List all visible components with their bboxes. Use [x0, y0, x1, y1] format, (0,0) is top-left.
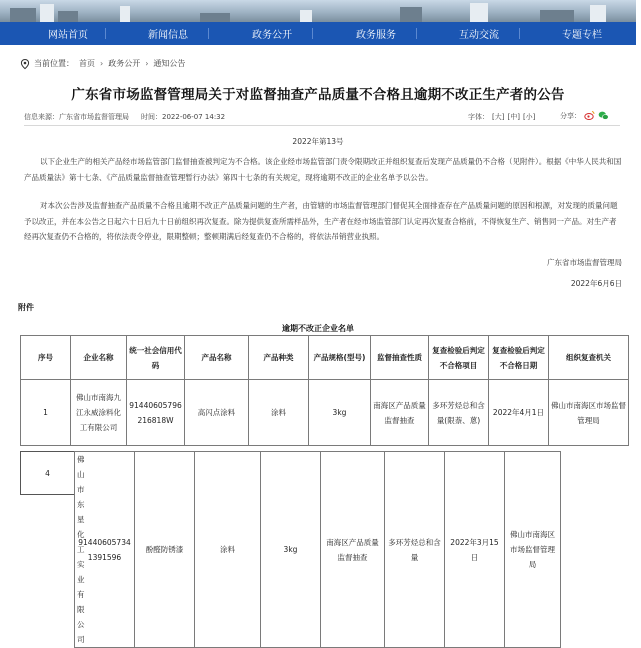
table-cell: 3kg: [309, 380, 371, 446]
document-number: 2022年第13号: [292, 137, 344, 146]
banner-building: [120, 6, 130, 22]
table-cell: 1: [21, 380, 71, 446]
table-cell: 2022年3月15日: [445, 452, 505, 648]
font-medium-button[interactable]: [中]: [507, 113, 520, 121]
signature-date: 2022年6月6日: [570, 279, 622, 288]
time-label: 时间：: [141, 113, 162, 121]
nav-divider: [105, 28, 106, 39]
table-cell: 酚醛防锈漆: [135, 452, 195, 648]
wechat-share-icon[interactable]: [598, 110, 609, 121]
header-cell: 序号: [21, 336, 71, 380]
divider: [24, 125, 620, 126]
nav-item-interaction[interactable]: 互动交流: [459, 30, 499, 41]
breadcrumb-label: 当前位置：: [34, 59, 74, 68]
banner-building: [40, 4, 54, 22]
table-cell: 2022年4月1日: [489, 380, 549, 446]
source-label: 信息来源：: [24, 113, 59, 121]
table-cell: 914406057341391596: [75, 452, 135, 648]
share-label: 分享：: [560, 111, 581, 120]
nav-item-special[interactable]: 专题专栏: [562, 30, 602, 41]
banner-building: [540, 10, 574, 22]
table-cell: 佛山市南海区市场监督管理局: [505, 452, 561, 648]
table-cell: 佛山市南海九江永威涂料化工有限公司: [71, 380, 127, 446]
banner-building: [10, 8, 36, 22]
weibo-share-icon[interactable]: [584, 110, 595, 121]
header-banner: [0, 0, 636, 22]
article-meta: [24, 112, 225, 122]
table-row: 佛山市东星化工实业有限公司 914406057341391596 酚醛防锈漆 涂料 3kg 南海区产品质量监督抽查 多环芳烃总和含量 2022年3月15日 佛山市南海区市场监督管理局: [75, 452, 641, 648]
company-list-table-continued: [74, 451, 641, 648]
banner-building: [400, 7, 422, 22]
header-cell: 企业名称: [71, 336, 127, 380]
company-list-table: [20, 335, 629, 446]
location-pin-icon: [20, 59, 30, 69]
time-value: 2022-06-07 14:32: [162, 113, 226, 121]
header-cell: 产品种类: [249, 336, 309, 380]
banner-building: [470, 3, 488, 22]
page-title: 广东省市场监督管理局关于对监督抽查产品质量不合格且逾期不改正生产者的公告: [71, 87, 565, 103]
banner-building: [590, 5, 606, 22]
breadcrumb-gov-affairs[interactable]: 政务公开: [108, 59, 141, 68]
table-cell: 涂料: [195, 452, 261, 648]
header-cell: 复查检验后判定不合格日期: [489, 336, 549, 380]
nav-item-gov-services[interactable]: 政务服务: [356, 30, 396, 41]
nav-divider: [519, 28, 520, 39]
table-row: [21, 380, 629, 446]
table-cell: 多环芳烃总和含量: [385, 452, 445, 648]
table-header-row: [21, 336, 629, 380]
font-size-control: [468, 112, 538, 122]
font-small-button[interactable]: [小]: [522, 113, 536, 121]
attachment-label: 附件: [18, 303, 34, 312]
table-cell: 南海区产品质量监督抽查: [371, 380, 429, 446]
breadcrumb-separator: ›: [100, 59, 104, 68]
header-cell: 产品规格(型号): [309, 336, 371, 380]
banner-building: [58, 11, 78, 22]
article-paragraph: 对本次公告涉及监督抽查产品质量不合格且逾期不改正产品质量问题的生产者，由管辖的市场监督管理部门督促其全面排查存在产品质量问题的原因和根源，对发现的质量问题予以改正，并在本公告之日起六十日后九十日前组织再次复查。除为提供复查所需样品外，生产者在经市场监管部门认定再次复查合格前，不得恢复生产、销售同一产品。对生产者经再次复查仍不合格的，将依法责令停业，限期整顿；整顿期满后经复查仍不合格的，将依法吊销营业执照。: [24, 201, 618, 241]
nav-item-news[interactable]: 新闻信息: [148, 30, 188, 41]
nav-divider: [312, 28, 313, 39]
table-cell: 3kg: [261, 452, 321, 648]
table-title: 逾期不改正企业名单: [282, 324, 354, 333]
font-large-button[interactable]: [大]: [492, 113, 505, 121]
nav-divider: [416, 28, 417, 39]
table-cell: 91440605796216818W: [127, 380, 185, 446]
table-cell: 高闪点涂料: [185, 380, 249, 446]
breadcrumb-notices[interactable]: 通知公告: [153, 59, 186, 68]
banner-building: [300, 10, 312, 22]
table-cell: 佛山市南海区市场监督管理局: [549, 380, 629, 446]
font-size-label: 字体：: [468, 113, 489, 121]
header-cell: 组织复查机关: [549, 336, 629, 380]
header-cell: 复查检验后判定不合格项目: [429, 336, 489, 380]
share-bar: [560, 110, 609, 121]
breadcrumb-home[interactable]: 首页: [79, 59, 95, 68]
article-paragraph: 以下企业生产的相关产品经市场监管部门监督抽查被判定为不合格。该企业经市场监管部门责令限期改正并组织复查后发现产品质量仍不合格（见附件）。根据《中华人民共和国产品质量法》第十七条、《产品质量监督抽查管理暂行办法》第四十七条的有关规定，现将逾期不改正的企业名单予以公告。: [24, 157, 622, 182]
header-cell: 监督抽查性质: [371, 336, 429, 380]
nav-divider: [208, 28, 209, 39]
nav-item-home[interactable]: 网站首页: [48, 30, 88, 41]
banner-building: [200, 13, 230, 22]
table-cell: 涂料: [249, 380, 309, 446]
main-nav: [0, 22, 636, 45]
signature-org: 广东省市场监督管理局: [547, 258, 622, 267]
table-cell: 南海区产品质量监督抽查: [321, 452, 385, 648]
header-cell: 统一社会信用代码: [127, 336, 185, 380]
nav-item-gov-affairs[interactable]: 政务公开: [252, 30, 292, 41]
source-value: 广东省市场监督管理局: [59, 113, 129, 121]
row-number-cell: 4: [20, 451, 74, 495]
breadcrumb-separator: ›: [145, 59, 149, 68]
breadcrumb: [20, 58, 190, 69]
table-cell: 多环芳烃总和含量(限萘、蒽): [429, 380, 489, 446]
header-cell: 产品名称: [185, 336, 249, 380]
